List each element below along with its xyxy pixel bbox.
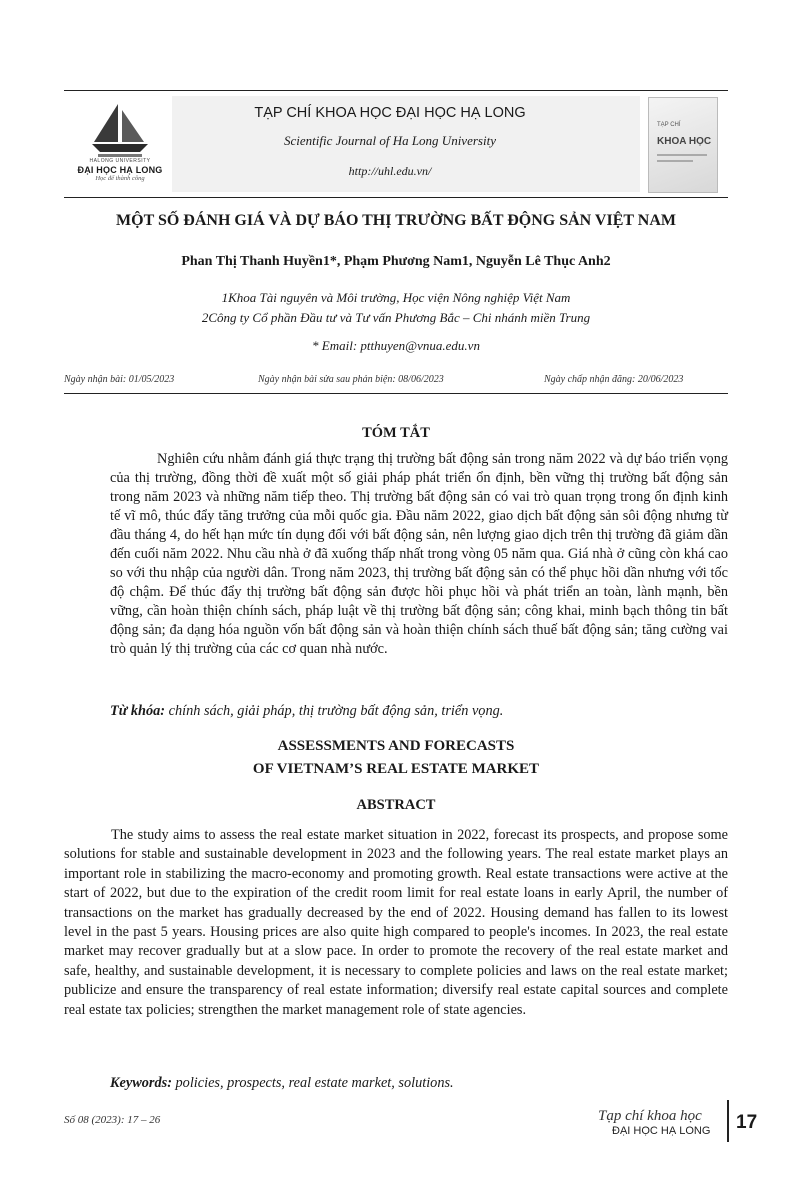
header-top-rule xyxy=(64,90,728,91)
page-number: 17 xyxy=(736,1112,758,1133)
english-title-line1: ASSESSMENTS AND FORECASTS xyxy=(277,738,515,754)
article-title: MỘT SỐ ĐÁNH GIÁ VÀ DỰ BÁO THỊ TRƯỜNG BẤT ĐỘNG SẢN VIỆT NAM xyxy=(116,212,676,229)
keywords-vi-text: chính sách, giải pháp, thị trường bất động sản, triển vọng. xyxy=(168,703,504,719)
cover-top-text: TẠP CHÍ xyxy=(657,122,681,128)
abstract-en-body: The study aims to assess the real estate market situation in 2022, forecast its prospects, and propose some solutions for stable and sustainable development in 2023 and the following years. The real estate market plays an important role in stabilizing the macro-economy and promoting growth. Real estate transactions were active at the start of 2022, but due to the expiration of the credit room limit for real estate loans in early April, the number of transactions on the market has gradually decreased by the end of 2022. Housing demand has fallen to its lowest level in the past 5 years. Housing prices are also quite high compared to people's incomes. In 2023, the real estate market may recover gradually but at a slow pace. In order to promote the recovery of the real estate market and safe, healthy, and sustainable development, it is necessary to complete policies and laws on the real estate market; publicize and ensure the transparency of real estate information; diversify real estate capital sources and complete real estate tax policies; strengthen the market management role of state agencies. xyxy=(64,827,728,1018)
article-authors: Phan Thị Thanh Huyền1*, Phạm Phương Nam1, Nguyễn Lê Thục Anh2 xyxy=(181,254,611,269)
date-accepted: Ngày chấp nhận đăng: 20/06/2023 xyxy=(544,374,684,385)
cover-line xyxy=(657,154,707,156)
keywords-en xyxy=(110,1075,728,1092)
dates-rule xyxy=(64,393,728,394)
abstract-en-heading: ABSTRACT xyxy=(356,797,436,813)
abstract-vi-heading: TÓM TẮT xyxy=(362,425,430,441)
cover-line xyxy=(657,160,693,162)
keywords-en-text: policies, prospects, real estate market, solutions. xyxy=(175,1075,454,1091)
journal-title-vi: TẠP CHÍ KHOA HỌC ĐẠI HỌC HẠ LONG xyxy=(254,105,526,121)
date-received: Ngày nhận bài: 01/05/2023 xyxy=(64,374,175,385)
cover-label: KHOA HỌC xyxy=(657,136,712,147)
header-bottom-rule xyxy=(64,197,728,198)
keywords-vi-label: Từ khóa: xyxy=(110,703,166,719)
english-title-line2: OF VIETNAM’S REAL ESTATE MARKET xyxy=(252,761,540,777)
logo-slogan: Học để thành công xyxy=(95,175,145,182)
affiliation-2: 2Công ty Cổ phần Đầu tư và Tư vấn Phương Bắc – Chi nhánh miền Trung xyxy=(201,310,591,325)
abstract-vi-body: Nghiên cứu nhằm đánh giá thực trạng thị trường bất động sản trong năm 2022 và dự báo triển vọng của thị trường, đồng thời đề xuất một số giải pháp phát triển ổn định, bền vững thị trường bất động sản trong năm 2023 và những năm tiếp theo. Thị trường bất động sản có vai trò quan trọng trong ổn định kinh tế vĩ mô, thúc đẩy tăng trưởng của mỗi quốc gia. Đầu năm 2022, giao dịch bất động sản sôi động nhưng từ đầu tháng 4, do hết hạn mức tín dụng đối với bất động sản, nên lượng giao dịch trên thị trường đã giảm dần đến cuối năm 2022. Nhu cầu nhà ở đã xuống thấp nhất trong vòng 05 năm qua. Giá nhà ở cũng còn khá cao so với thu nhập của người dân. Trong năm 2023, thị trường bất động sản có thể phục hồi dần nhưng với tốc độ chậm. Để thúc đẩy thị trường bất động sản được hồi phục hồi và phát triển an toàn, lành mạnh, bền vững, cần hoàn thiện chính sách, pháp luật về thị trường bất động sản; công khai, minh bạch thông tin bất động sản; đa dạng hóa nguồn vốn bất động sản và hoàn thiện chính sách thuế bất động sản; tăng cường vai trò quản lý thị trường của các cơ quan nhà nước. xyxy=(110,451,728,657)
corresponding-email: * Email: ptthuyen@vnua.edu.vn xyxy=(312,338,480,353)
footer-divider xyxy=(727,1100,729,1142)
journal-cover-thumbnail xyxy=(648,97,718,193)
logo-university-name: ĐẠI HỌC HẠ LONG xyxy=(77,165,163,175)
journal-brand xyxy=(598,1108,718,1142)
ship-logo-icon xyxy=(88,102,152,158)
logo-ribbon: HALONG UNIVERSITY xyxy=(89,158,151,164)
university-logo xyxy=(70,102,170,188)
journal-title-en: Scientific Journal of Ha Long University xyxy=(284,133,496,148)
date-revised: Ngày nhận bài sửa sau phản biện: 08/06/2023 xyxy=(258,374,444,385)
keywords-vi xyxy=(110,703,728,720)
journal-url[interactable]: http://uhl.edu.vn/ xyxy=(348,164,432,178)
keywords-en-label: Keywords: xyxy=(110,1075,172,1091)
brand-script: Tạp chí khoa học xyxy=(598,1108,702,1124)
issue-info: Số 08 (2023): 17 – 26 xyxy=(64,1114,161,1126)
brand-name: ĐẠI HỌC HẠ LONG xyxy=(612,1125,711,1137)
affiliation-1: 1Khoa Tài nguyên và Môi trường, Học viện Nông nghiệp Việt Nam xyxy=(221,290,571,305)
